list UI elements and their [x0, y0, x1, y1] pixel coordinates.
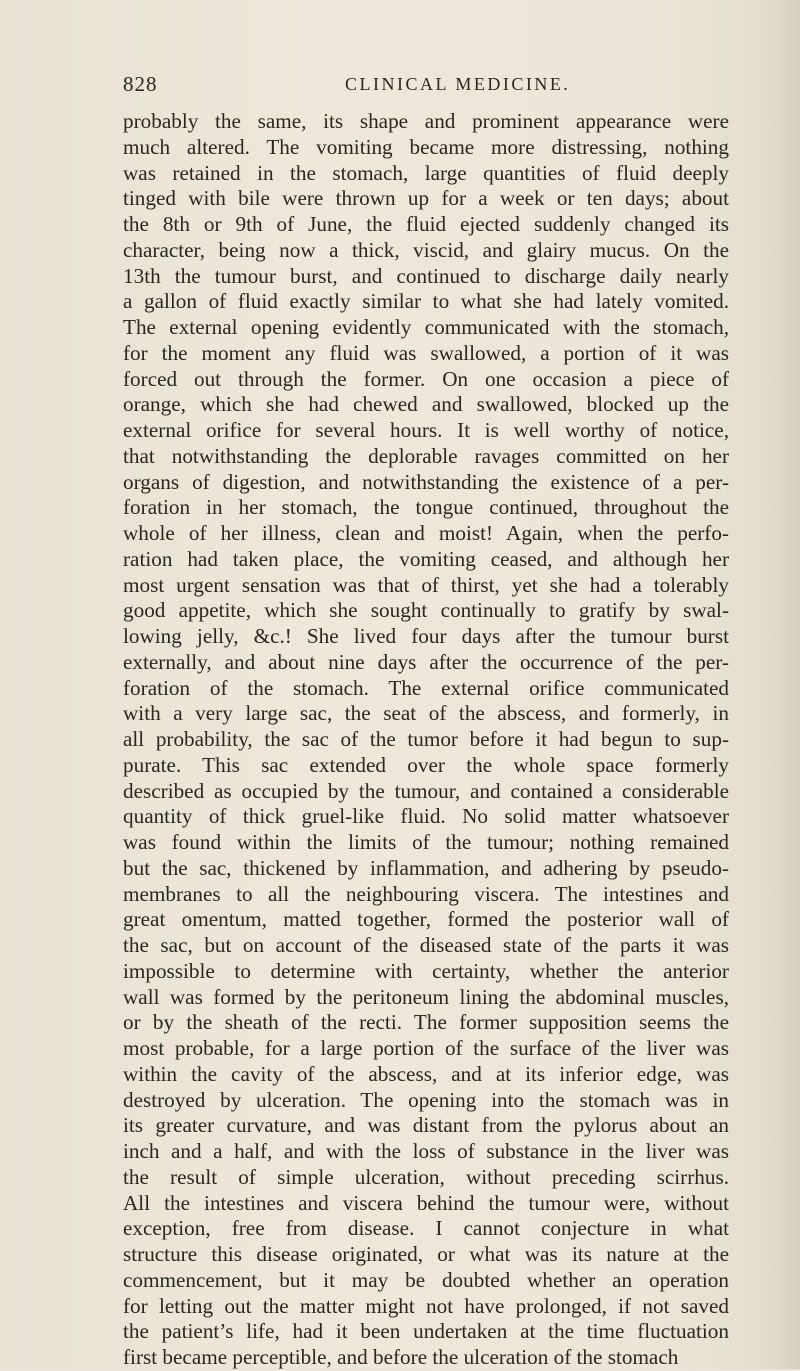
text-line: whole of her illness, clean and moist! Again, when the perfo- [123, 521, 729, 545]
text-line: membranes to all the neighbouring viscera. The intestines and [123, 881, 729, 906]
text-line: the result of simple ulceration, without preceding scirrhus. [123, 1164, 729, 1189]
text-line: character, being now a thick, viscid, and glairy mucus. On the [123, 237, 729, 262]
text-line: 13th the tumour burst, and continued to discharge daily nearly [123, 263, 729, 288]
text-line: but the sac, thickened by inflammation, and adhering by pseudo- [123, 855, 729, 880]
text-line: great omentum, matted together, formed the posterior wall of [123, 907, 729, 932]
text-line: inch and a half, and with the loss of substance in the liver was [123, 1139, 729, 1163]
text-line: wall was formed by the peritoneum lining the abdominal muscles, [123, 984, 729, 1009]
text-line: purate. This sac extended over the whole space formerly [123, 752, 729, 777]
text-line: external orifice for several hours. It is well worthy of notice, [123, 418, 729, 442]
text-line: lowing jelly, &c.! She lived four days after the tumour burst [123, 624, 729, 648]
text-line: quantity of thick gruel-like fluid. No solid matter whatsoever [123, 804, 729, 829]
text-line: within the cavity of the abscess, and at its inferior edge, was [123, 1061, 729, 1086]
body-paragraph [123, 109, 729, 1371]
text-line: was found within the limits of the tumour; nothing remained [123, 830, 729, 854]
running-title: CLINICAL MEDICINE. [345, 74, 571, 94]
text-line: was retained in the stomach, large quantities of fluid deeply [123, 160, 729, 185]
text-line: the 8th or 9th of June, the fluid ejected suddenly changed its [123, 212, 729, 236]
text-line: tinged with bile were thrown up for a week or ten days; about [123, 186, 729, 211]
text-line: most urgent sensation was that of thirst, yet she had a tolerably [123, 572, 729, 597]
text-line: forced out through the former. On one occasion a piece of [123, 366, 729, 391]
text-line: with a very large sac, the seat of the abscess, and formerly, in [123, 701, 729, 726]
text-line: organs of digestion, and notwithstanding the existence of a per- [123, 469, 729, 494]
text-line: impossible to determine with certainty, whether the anterior [123, 958, 729, 983]
text-line: that notwithstanding the deplorable ravages committed on her [123, 443, 729, 468]
text-line: much altered. The vomiting became more distressing, nothing [123, 134, 729, 159]
text-line: first became perceptible, and before the ulceration of the stomach [123, 1345, 679, 1369]
text-line: or by the sheath of the recti. The former supposition seems the [123, 1010, 729, 1035]
text-line: The external opening evidently communicated with the stomach, [123, 315, 729, 339]
text-line: the sac, but on account of the diseased state of the parts it was [123, 933, 729, 957]
text-line: for the moment any fluid was swallowed, a portion of it was [123, 340, 729, 365]
text-line: foration in her stomach, the tongue continued, throughout the [123, 495, 729, 520]
text-line: destroyed by ulceration. The opening into the stomach was in [123, 1087, 729, 1112]
text-line: good appetite, which she sought continually to gratify by swal- [123, 598, 729, 623]
text-line: probably the same, its shape and prominent appearance were [123, 109, 729, 133]
text-line: ration had taken place, the vomiting ceased, and although her [123, 546, 729, 571]
text-line: its greater curvature, and was distant from the pylorus about an [123, 1113, 729, 1138]
text-line: externally, and about nine days after the occurrence of the per- [123, 649, 729, 674]
text-line: most probable, for a large portion of the surface of the liver was [123, 1036, 729, 1060]
page-number: 828 [123, 72, 158, 96]
text-line: the patient’s life, had it been undertaken at the time fluctuation [123, 1319, 729, 1344]
page-edge-shadow [760, 0, 800, 1369]
text-line: structure this disease originated, or what was its nature at the [123, 1242, 729, 1266]
text-line: orange, which she had chewed and swallowed, blocked up the [123, 392, 729, 417]
text-line: exception, free from disease. I cannot conjecture in what [123, 1216, 729, 1241]
text-line: a gallon of fluid exactly similar to what she had lately vomited. [123, 289, 729, 314]
text-line: described as occupied by the tumour, and contained a considerable [123, 778, 729, 803]
text-line: All the intestines and viscera behind the tumour were, without [123, 1190, 729, 1215]
text-line: foration of the stomach. The external orifice communicated [123, 675, 729, 700]
text-line: for letting out the matter might not have prolonged, if not saved [123, 1293, 729, 1318]
running-head [123, 72, 729, 102]
text-line: commencement, but it may be doubted whether an operation [123, 1267, 729, 1292]
text-line: all probability, the sac of the tumor before it had begun to sup- [123, 727, 729, 751]
